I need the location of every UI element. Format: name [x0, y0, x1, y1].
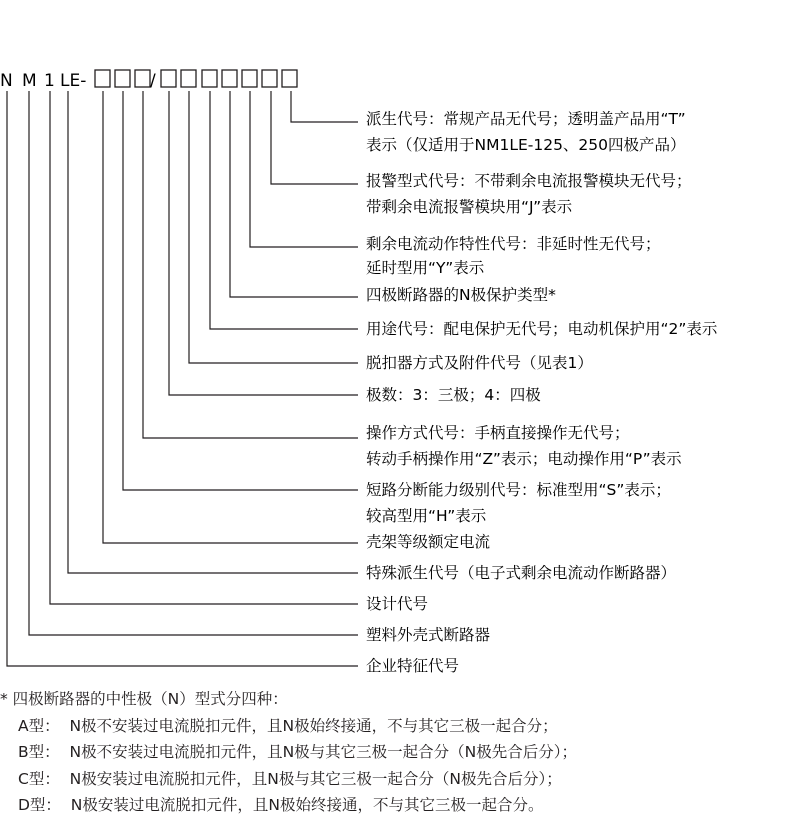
desc-derivative-line-1: 派生代号：常规产品无代号；透明盖产品用“T”	[366, 110, 686, 128]
code-box-4	[161, 70, 176, 87]
desc-poles: 极数：3：三极；4：四极	[366, 386, 541, 404]
leader-line-release	[189, 91, 358, 363]
desc-alarm-line-1: 报警型式代号：不带剩余电流报警模块无代号；	[366, 172, 692, 190]
desc-frame-current: 壳架等级额定电流	[366, 533, 491, 551]
n-pole-notes	[0, 686, 577, 819]
leader-line-design	[50, 91, 358, 604]
desc-breaking-line-1: 短路分断能力级别代号：标准型用“S”表示；	[366, 481, 671, 499]
desc-alarm-line-2: 带剩余电流报警模块用“J”表示	[366, 198, 573, 216]
code-char-1: 1	[44, 71, 55, 91]
code-box-9	[262, 70, 277, 87]
code-char-le: LE-	[60, 71, 87, 91]
desc-residual-line-1: 剩余电流动作特性代号：非延时性无代号；	[366, 235, 661, 253]
leader-line-enterprise	[7, 91, 358, 666]
notes-title: * 四极断路器的中性极（N）型式分四种：	[0, 690, 288, 708]
desc-usage: 用途代号：配电保护无代号；电动机保护用“2”表示	[366, 320, 718, 338]
code-char-n: N	[0, 71, 13, 91]
leader-line-breaking	[123, 91, 358, 490]
desc-n-pole: 四极断路器的N极保护类型*	[366, 286, 556, 304]
desc-operation-line-2: 转动手柄操作用“Z”表示；电动操作用“P”表示	[366, 450, 682, 468]
leader-line-special	[68, 91, 358, 573]
leader-line-usage	[210, 91, 358, 329]
code-box-2	[115, 70, 130, 87]
code-box-5	[181, 70, 196, 87]
desc-residual-line-2: 延时型用“Y”表示	[366, 259, 485, 277]
desc-mcc: 塑料外壳式断路器	[366, 626, 491, 644]
desc-operation-line-1: 操作方式代号：手柄直接操作无代号；	[366, 424, 630, 442]
note-type-b: B型： N极不安装过电流脱扣元件，且N极与其它三极一起合分（N极先合后分）；	[18, 743, 578, 761]
code-box-3	[135, 70, 150, 87]
desc-breaking-line-2: 较高型用“H”表示	[366, 507, 487, 525]
code-box-8	[242, 70, 257, 87]
desc-special: 特殊派生代号（电子式剩余电流动作断路器）	[366, 564, 677, 582]
code-box-6	[202, 70, 217, 87]
desc-release: 脱扣器方式及附件代号（见表1）	[366, 354, 593, 372]
leader-line-poles	[169, 91, 358, 395]
desc-derivative-line-2: 表示（仅适用于NM1LE-125、250四极产品）	[366, 136, 686, 154]
leader-line-residual	[250, 91, 358, 247]
desc-design: 设计代号	[366, 595, 429, 613]
desc-enterprise: 企业特征代号	[366, 657, 460, 675]
code-box-7	[222, 70, 237, 87]
note-type-d: D型： N极安装过电流脱扣元件，且N极始终接通，不与其它三极一起合分。	[18, 796, 544, 814]
leader-line-alarm	[271, 91, 358, 184]
note-type-a: A型： N极不安装过电流脱扣元件，且N极始终接通，不与其它三极一起合分；	[18, 716, 558, 735]
code-slash: /	[150, 71, 156, 91]
code-box-10	[282, 70, 297, 87]
code-box-1	[95, 70, 110, 87]
note-type-c: C型： N极安装过电流脱扣元件，且N极与其它三极一起合分（N极先合后分）；	[18, 769, 562, 788]
code-char-m: M	[22, 71, 37, 91]
leader-line-derivative	[291, 91, 358, 122]
